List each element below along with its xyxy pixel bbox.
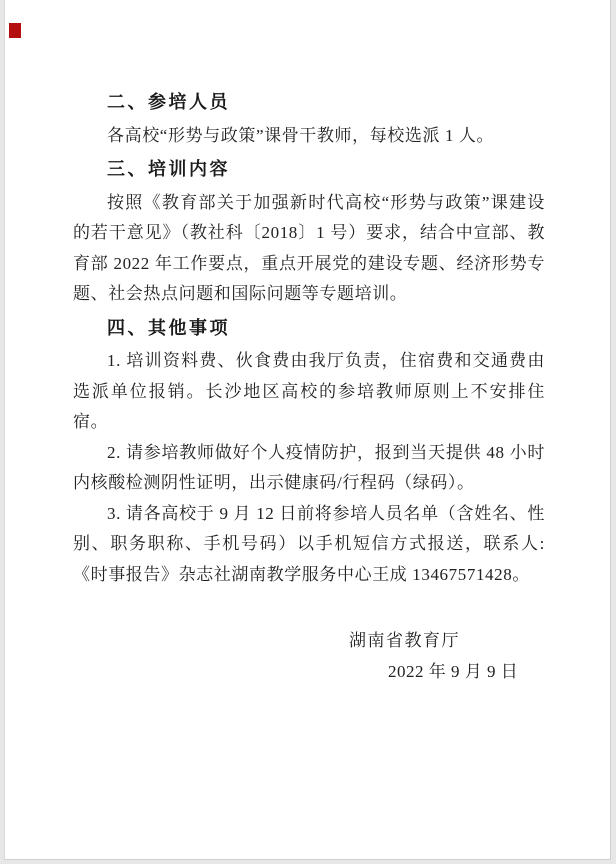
document-content bbox=[5, 0, 610, 687]
document-heading: 四、其他事项 bbox=[107, 317, 230, 338]
document-heading: 二、参培人员 bbox=[107, 92, 230, 112]
document-body bbox=[73, 87, 545, 590]
document-paragraph: 按照《教育部关于加强新时代高校“形势与政策”课建设的若干意见》（教社科〔2018〕1 号）要求，结合中宣部、教育部 2022 年工作要点，重点开展党的建设专题、经济形势专题、社会热点问题和国际问题等专题培训。 bbox=[73, 192, 545, 303]
signature-org: 湖南省教育厅 bbox=[349, 631, 460, 650]
document-paragraph: 2. 请参培教师做好个人疫情防护，报到当天提供 48 小时内核酸检测阴性证明，出示健康码/行程码（绿码）。 bbox=[73, 442, 545, 492]
document-heading: 三、培训内容 bbox=[107, 159, 230, 179]
red-marker bbox=[9, 23, 21, 38]
document-paragraph: 1. 培训资料费、伙食费由我厅负责，住宿费和交通费由选派单位报销。长沙地区高校的参培教师原则上不安排住宿。 bbox=[73, 351, 545, 431]
document-paragraph: 3. 请各高校于 9 月 12 日前将参培人员名单（含姓名、性别、职务职称、手机号码）以手机短信方式报送，联系人:《时事报告》杂志社湖南教学服务中心王成 13467571428。 bbox=[73, 503, 545, 584]
signature-date: 2022 年 9 月 9 日 bbox=[388, 661, 519, 681]
document-paragraph: 各高校“形势与政策”课骨干教师，每校选派 1 人。 bbox=[107, 125, 495, 145]
document-page bbox=[4, 0, 611, 860]
